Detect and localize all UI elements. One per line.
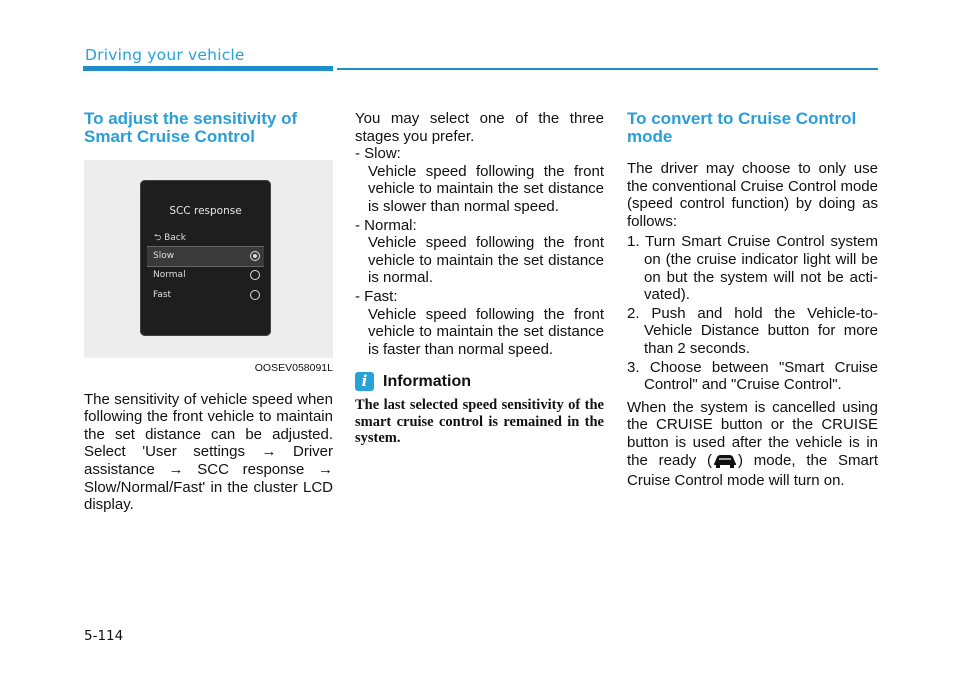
- screen-option-label: Slow: [153, 251, 175, 261]
- stage-desc: Vehicle speed following the front vehicle to maintain the set distance is normal.: [368, 234, 604, 287]
- page-number: 5-114: [84, 628, 124, 644]
- column-2: [355, 110, 604, 447]
- intro-paragraph: You may select one of the three stages you prefer.: [355, 110, 604, 145]
- screen-back-label: Back: [164, 233, 186, 243]
- outro-paragraph: [627, 399, 878, 490]
- column-1: [84, 110, 333, 514]
- heading-convert-cruise-mode: To convert to Cruise Control mode: [627, 109, 857, 146]
- list-item: 1. Turn Smart Cruise Control system on (the cruise indicator light will be on but the system will not be acti-vated).: [627, 233, 878, 304]
- information-body: The last selected speed sensitivity of the smart cruise control is remained in the system.: [355, 397, 604, 447]
- steps-list: [627, 233, 878, 393]
- car-ready-icon: [712, 452, 738, 473]
- list-item: 3. Choose between "Smart Cruise Control" and "Cruise Control".: [627, 358, 878, 394]
- cluster-lcd-screen: [140, 180, 271, 336]
- stage-name: - Fast:: [355, 287, 398, 305]
- stage-name: - Normal:: [355, 216, 417, 234]
- outro-text-after: ) mode, the Smart Cruise Control mode will turn on.: [627, 451, 878, 490]
- header-rule-thin: [337, 68, 878, 70]
- stage-desc: Vehicle speed following the front vehicle to maintain the set distance is faster than normal speed.: [368, 305, 604, 358]
- list-item: [355, 288, 604, 358]
- radio-empty-icon: [250, 290, 260, 300]
- information-title: Information: [383, 373, 471, 391]
- screen-option-label: Fast: [153, 290, 172, 300]
- outro-text-before: When the system is cancelled using the CRUISE button or the CRUISE button is used after the vehicle is in the ready (: [627, 398, 878, 469]
- stages-list: [355, 145, 604, 358]
- list-item: [355, 217, 604, 287]
- screen-title: SCC response: [169, 205, 242, 217]
- screen-option-slow: [147, 246, 264, 267]
- information-icon: i: [355, 372, 374, 391]
- list-item: 2. Push and hold the Vehicle-to-Vehicle Distance button for more than 2 seconds.: [627, 304, 878, 357]
- list-item: [355, 145, 604, 215]
- stage-desc: Vehicle speed following the front vehicle to maintain the set distance is slower than normal speed.: [368, 162, 604, 215]
- information-header: [355, 372, 604, 391]
- intro-paragraph: The driver may choose to only use the conventional Cruise Control mode (speed control function) by doing as follows:: [627, 160, 878, 230]
- screen-option-fast: [147, 286, 264, 305]
- scc-response-figure: [84, 160, 333, 358]
- section-title: Driving your vehicle: [85, 46, 245, 64]
- screen-option-normal: [147, 266, 264, 285]
- radio-selected-icon: [250, 251, 260, 261]
- body-paragraph: The sensitivity of vehicle speed when following the front vehicle to maintain the set distance can be adjusted. Select 'User settings → Driver assistance → SCC response → Slow/Normal/Fast' in the cluster LCD display.: [84, 390, 333, 514]
- figure-caption: OOSEV058091L: [254, 362, 333, 374]
- column-3: [627, 110, 878, 490]
- back-arrow-icon: ⮌: [154, 233, 162, 243]
- screen-back: [154, 230, 186, 248]
- stage-name: - Slow:: [355, 145, 401, 163]
- header-rule-thick: [83, 66, 333, 71]
- heading-adjust-sensitivity: To adjust the sensitivity of Smart Cruise Control: [84, 109, 298, 146]
- screen-option-label: Normal: [153, 270, 186, 280]
- radio-empty-icon: [250, 270, 260, 280]
